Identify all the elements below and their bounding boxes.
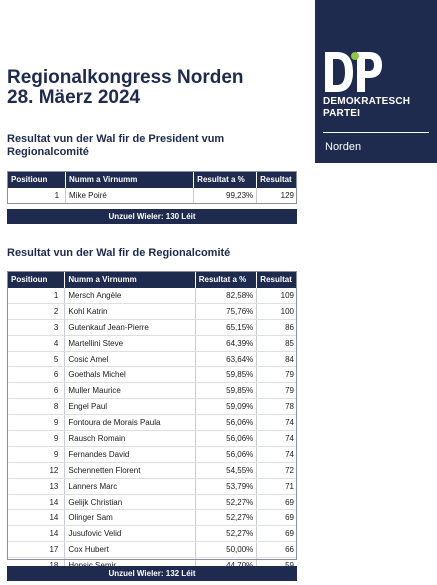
cell-name: Schennetten Florent bbox=[65, 462, 195, 478]
cell-position: 14 bbox=[7, 494, 65, 510]
cell-name: Lanners Marc bbox=[65, 478, 195, 494]
cell-result: 66 bbox=[257, 542, 297, 558]
cell-percent: 52,27% bbox=[195, 510, 257, 526]
cell-percent: 64,39% bbox=[195, 335, 257, 351]
cell-position: 2 bbox=[7, 303, 65, 319]
column-header-position: Positioun bbox=[7, 271, 65, 288]
cell-result: 129 bbox=[280, 190, 294, 200]
cell-name: Goethals Michel bbox=[65, 367, 195, 383]
cell-percent: 59,85% bbox=[195, 383, 257, 399]
cell-name: Jusufovic Velid bbox=[65, 526, 195, 542]
cell-result: 84 bbox=[257, 351, 297, 367]
column-header-name: Numm a Virnumm bbox=[65, 271, 195, 288]
cell-name: Gutenkauf Jean-Pierre bbox=[65, 319, 195, 335]
cell-position: 17 bbox=[7, 542, 65, 558]
dp-logo-icon bbox=[323, 50, 385, 94]
cell-result: 74 bbox=[257, 415, 297, 431]
title-line-1: Regionalkongress Norden bbox=[7, 67, 244, 88]
party-logo-panel bbox=[315, 0, 437, 163]
column-header-percent: Resultat a % bbox=[195, 271, 257, 288]
cell-percent: 63,64% bbox=[195, 351, 257, 367]
cell-percent: 54,55% bbox=[195, 462, 257, 478]
cell-percent: 50,00% bbox=[195, 542, 257, 558]
cell-percent: 56,06% bbox=[195, 415, 257, 431]
committee-table-border bbox=[7, 271, 297, 560]
cell-position: 14 bbox=[7, 526, 65, 542]
cell-result: 74 bbox=[257, 431, 297, 447]
cell-name: Muller Maurice bbox=[65, 383, 195, 399]
column-header-percent: Resultat a % bbox=[194, 171, 257, 188]
cell-result: 72 bbox=[257, 462, 297, 478]
cell-name: Martellini Steve bbox=[65, 335, 195, 351]
cell-result: 79 bbox=[257, 367, 297, 383]
column-header-result: Resultat bbox=[257, 271, 297, 288]
cell-percent: 65,15% bbox=[195, 319, 257, 335]
cell-percent: 59,09% bbox=[195, 399, 257, 415]
cell-result: 100 bbox=[257, 303, 297, 319]
cell-name: Kohl Katrin bbox=[65, 303, 195, 319]
cell-name: Mersch Angèle bbox=[65, 288, 195, 303]
president-section-title: Resultat vun der Wal fir de President vum Regionalcomité bbox=[7, 133, 225, 158]
cell-position: 9 bbox=[7, 415, 65, 431]
cell-name: Gelijk Christian bbox=[65, 494, 195, 510]
cell-position: 12 bbox=[7, 462, 65, 478]
cell-result: 78 bbox=[257, 399, 297, 415]
cell-position: 6 bbox=[7, 383, 65, 399]
cell-percent: 99,23% bbox=[194, 188, 257, 203]
cell-name: Fernandes David bbox=[65, 446, 195, 462]
cell-result: 71 bbox=[257, 478, 297, 494]
cell-name: Olinger Sam bbox=[65, 510, 195, 526]
cell-result: 74 bbox=[257, 446, 297, 462]
cell-result: 79 bbox=[257, 383, 297, 399]
cell-position: 4 bbox=[7, 335, 65, 351]
column-header-result: Resultat bbox=[257, 171, 297, 188]
cell-name: Fontoura de Morais Paula bbox=[65, 415, 195, 431]
cell-result: 69 bbox=[257, 510, 297, 526]
cell-position: 8 bbox=[7, 399, 65, 415]
title-line-2: 28. Mäerz 2024 bbox=[7, 87, 141, 108]
cell-percent: 56,06% bbox=[195, 446, 257, 462]
cell-percent: 75,76% bbox=[195, 303, 257, 319]
cell-position: 6 bbox=[7, 367, 65, 383]
cell-percent: 56,06% bbox=[195, 431, 257, 447]
cell-position: 9 bbox=[7, 446, 65, 462]
cell-name: Engel Paul bbox=[65, 399, 195, 415]
cell-percent: 82,58% bbox=[195, 288, 257, 303]
cell-percent: 53,79% bbox=[195, 478, 257, 494]
president-voters-count: Unzuel Wieler: 130 Léit bbox=[7, 209, 297, 224]
cell-name: Cox Hubert bbox=[65, 542, 195, 558]
column-header-name: Numm a Virnumm bbox=[66, 171, 194, 188]
page-title bbox=[7, 68, 244, 108]
cell-percent: 52,27% bbox=[195, 526, 257, 542]
cell-result: 85 bbox=[257, 335, 297, 351]
logo-divider bbox=[323, 132, 429, 133]
committee-section-title: Resultat vun der Wal fir de Regionalcomité bbox=[7, 247, 231, 259]
cell-percent: 59,85% bbox=[195, 367, 257, 383]
cell-result: 69 bbox=[257, 494, 297, 510]
cell-result: 69 bbox=[257, 526, 297, 542]
cell-position: 13 bbox=[7, 478, 65, 494]
region-name: Norden bbox=[325, 141, 362, 153]
president-table-border bbox=[7, 171, 297, 204]
cell-position: 9 bbox=[7, 431, 65, 447]
committee-voters-count: Unzuel Wieler: 132 Léit bbox=[7, 566, 297, 581]
cell-result: 109 bbox=[257, 288, 297, 303]
cell-name: Cosic Amel bbox=[65, 351, 195, 367]
cell-position: 14 bbox=[7, 510, 65, 526]
column-header-position: Positioun bbox=[7, 171, 66, 188]
cell-position: 1 bbox=[7, 288, 65, 303]
cell-name: Rausch Romain bbox=[65, 431, 195, 447]
cell-percent: 52,27% bbox=[195, 494, 257, 510]
cell-result: 86 bbox=[257, 319, 297, 335]
cell-name: Mike Poiré bbox=[66, 188, 194, 203]
party-name: DEMOKRATESCH PARTEI bbox=[323, 96, 411, 119]
cell-position: 5 bbox=[7, 351, 65, 367]
cell-position: 1 bbox=[7, 188, 66, 203]
cell-position: 3 bbox=[7, 319, 65, 335]
